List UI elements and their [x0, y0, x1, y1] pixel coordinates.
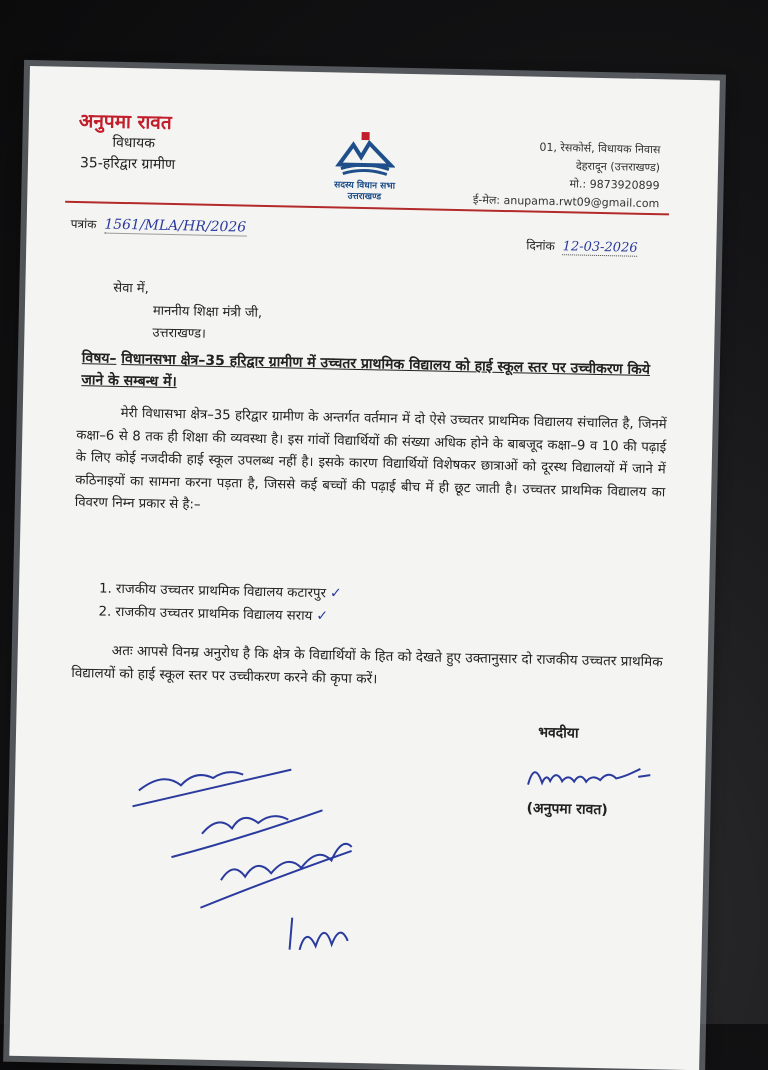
- addressee-line-2: उत्तराखण्ड।: [152, 325, 207, 342]
- subject-line: [81, 347, 672, 403]
- logo-caption-2: उत्तराखण्ड: [347, 191, 382, 203]
- address-line-2: देहरादून (उत्तराखण्ड): [575, 159, 661, 175]
- reference-label: पत्रांक: [70, 216, 97, 232]
- subject-label: विषय–: [81, 350, 117, 367]
- letterhead-constituency: 35-हरिद्वार ग्रामीण: [79, 155, 176, 174]
- checkmark-icon: ✓: [316, 608, 329, 625]
- date-label: दिनांक: [526, 238, 555, 254]
- reference-number: [71, 215, 247, 236]
- letterhead-name: अनुपमा रावत: [78, 110, 172, 134]
- subject-text: विधानसभा क्षेत्र–35 हरिद्वार ग्रामीण में उच्चतर प्राथमिक विद्यालय को हाई स्कूल स्तर पर उच्चीकरण किये जाने के सम्बन्ध में।: [81, 350, 651, 391]
- salutation: सेवा में,: [113, 280, 149, 297]
- addressee-block: [112, 278, 263, 347]
- checkmark-icon: ✓: [329, 585, 342, 602]
- assembly-emblem-icon: [335, 130, 396, 177]
- date-value: 12-03-2026: [562, 239, 638, 256]
- school-list: [98, 578, 342, 629]
- letterhead-address: [473, 137, 661, 213]
- addressee-line-1: माननीय शिक्षा मंत्री जी,: [152, 303, 263, 321]
- assembly-logo: [327, 130, 402, 204]
- handwritten-note: [119, 746, 374, 981]
- email-address: ई-मेल: anupama.rwt09@gmail.com: [472, 193, 660, 211]
- body-paragraph: मेरी विधासभा क्षेत्र–35 हरिद्वार ग्रामीण के अन्तर्गत वर्तमान में दो ऐसे उच्चतर प्राथमिक विद्यालय संचालित है, जिनमें कक्षा–6 से 8 तक ही शिक्षा की व्यवस्था है। इस गांवों विद्यार्थियों की संख्या अधिक होने के बाबजूद कक्षा–9 व 10 की पढ़ाई के लिए कोई नजदीकी हाई स्कूल उपलब्ध नहीं है। इसके कारण विद्यार्थियों विशेषकर छात्राओं को दूरस्थ विद्यालयों में जाने में कठिनाइयों का सामना करना पड़ता है, जिससे कई बच्चों की पढ़ाई बीच में ही छूट जाती है। उच्चतर प्राथमिक विद्यालय का विवरण निम्न प्रकार से है:–: [74, 405, 667, 514]
- mobile-number: मो.: 9873920899: [569, 177, 660, 193]
- letterhead-designation: विधायक: [112, 134, 156, 152]
- handwritten-signature: [520, 754, 671, 801]
- reference-value: 1561/MLA/HR/2026: [104, 216, 247, 236]
- signature-icon: [520, 754, 671, 797]
- school-name: 2. राजकीय उच्चतर प्राथमिक विद्यालय सराय: [98, 604, 313, 625]
- list-item: [98, 601, 341, 629]
- signatory-name: (अनुपमा रावत): [526, 800, 608, 819]
- letter-date: [526, 236, 638, 255]
- letter-sheet: [9, 66, 720, 1070]
- closing: भवदीया: [537, 724, 579, 742]
- school-name: 1. राजकीय उच्चतर प्राथमिक विद्यालय कटारपुर: [98, 581, 327, 602]
- request-paragraph: अतः आपसे विनम्र अनुरोध है कि क्षेत्र के विद्यार्थियों के हित को देखते हुए उक्तानुसार दो राजकीय उच्चतर प्राथमिक विद्यालयों को हाई स्कूल स्तर पर उच्चीकरण करने की कृपा करें।: [71, 642, 663, 688]
- address-line-1: 01, रेसकोर्स, विधायक निवास: [539, 140, 661, 157]
- logo-caption-1: सदस्य विधान सभा: [334, 180, 396, 192]
- handwritten-endorsement-icon: [119, 746, 374, 981]
